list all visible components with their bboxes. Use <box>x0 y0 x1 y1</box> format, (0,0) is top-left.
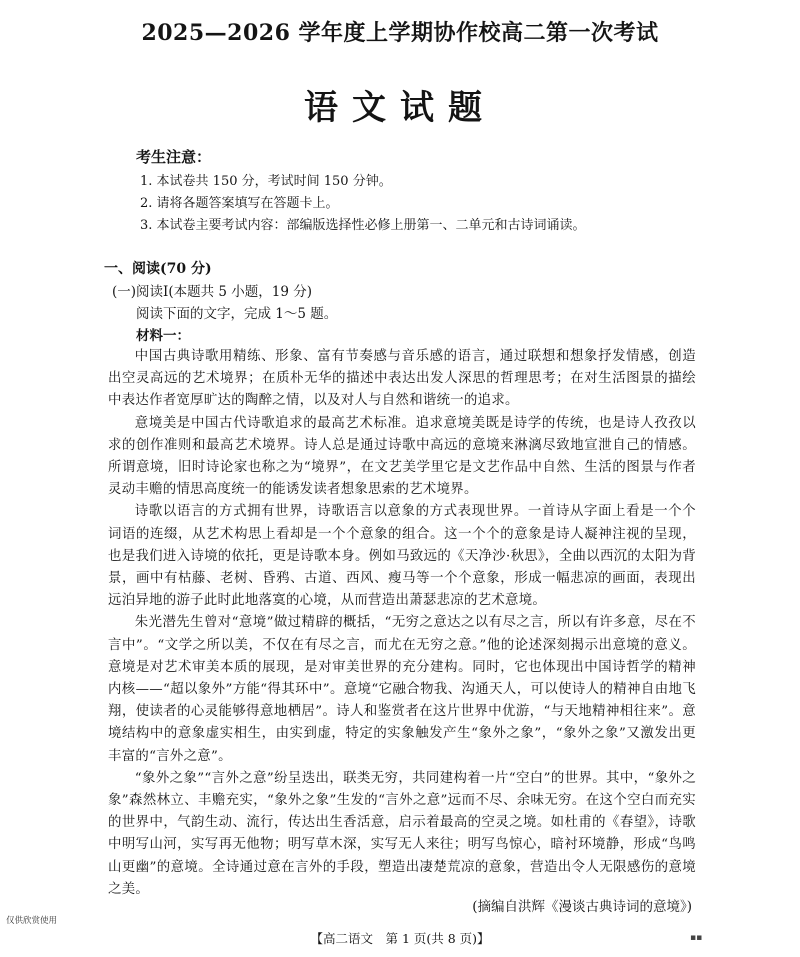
material-label: 材料一： <box>136 328 190 344</box>
reading-instruction: 阅读下面的文字，完成 1～5 题。 <box>136 306 338 322</box>
subsection-heading: (一)阅读Ⅰ(本题共 5 小题，19 分) <box>112 284 313 300</box>
exam-title: 2025—2026 学年度上学期协作校高二第一次考试 <box>141 20 659 46</box>
passage-paragraph: “象外之象”“言外之意”纷呈迭出，联类无穷，共同建构着一片“空白”的世界。其中，“象外之象”森然林立、丰赡充实，“象外之象”生发的“言外之意”远而不尽、余味无穷。在这个空白而充实的世界中，气韵生动、流行，传达出生香活意，启示着最高的空灵之境。如杜甫的《春望》，诗歌中明写山河，实写再无他物；明写草木深，实写无人来往；明写鸟惊心，暗衬环境静，形成“鸟鸣山更幽”的意境。全诗通过意在言外的手段，塑造出凄楚荒凉的意象，营造出令人无限感伤的意境之美。 <box>108 770 696 897</box>
exam-notice <box>136 146 736 237</box>
passage-paragraph: 中国古典诗歌用精练、形象、富有节奏感与音乐感的语言，通过联想和想象抒发情感，创造出空灵高远的艺术境界；在质朴无华的描述中表达出发人深思的哲理思考；在对生活图景的描绘中表达作者宽厚旷达的陶醉之情，以及对人与自然和谐统一的追求。 <box>108 349 696 409</box>
corner-mark: ▪▪ <box>690 933 703 943</box>
section-heading: 一、阅读(70 分) <box>104 261 212 277</box>
passage-paragraph: 朱光潜先生曾对“意境”做过精辟的概括，“无穷之意达之以有尽之言，所以有许多意，尽在不言中”。“文学之所以美，不仅在有尽之言，而尤在无穷之意。”他的论述深刻揭示出意境的意义。意境是对艺术审美本质的展现，是对审美世界的充分建构。同时，它也体现出中国诗哲学的精神内核——“超以象外”方能“得其环中”。意境“它融合物我、沟通天人，可以使诗人的精神自由地飞翔，使读者的心灵能够得意地栖居”。诗人和鉴赏者在这片世界中优游，“与天地精神相往来”。意境结构中的意象虚实相生，由实到虚，特定的实象触发产生“象外之象”，“象外之象”又激发出更丰富的“言外之意”。 <box>108 615 696 764</box>
notice-item: 2. 请将各题答案填写在答题卡上。 <box>140 196 339 211</box>
page-footer: 【高二语文 第 1 页(共 8 页)】 <box>310 931 490 946</box>
passage-paragraph: 诗歌以语言的方式拥有世界，诗歌语言以意象的方式表现世界。一首诗从字面上看是一个个词语的连缀，从艺术构思上看却是一个个意象的组合。这一个个的意象是诗人凝神注视的呈现，也是我们进入诗境的依托，更是诗歌本身。例如马致远的《天净沙·秋思》，全曲以西沉的太阳为背景，画中有枯藤、老树、昏鸦、古道、西风、瘦马等一个个意象，形成一幅悲凉的画面，表现出远泊异地的游子此时此地落寞的心境，从而营造出萧瑟悲凉的艺术意境。 <box>108 504 696 609</box>
notice-item: 3. 本试卷主要考试内容：部编版选择性必修上册第一、二单元和古诗词诵读。 <box>140 218 586 233</box>
subject-title: 语文试题 <box>304 88 496 128</box>
passage-paragraph: 意境美是中国古代诗歌追求的最高艺术标准。追求意境美既是诗学的传统，也是诗人孜孜以求的创作准则和最高艺术境界。诗人总是通过诗歌中高远的意境来淋漓尽致地宣泄自己的情感。所谓意境，旧时诗论家也称之为“境界”，在文艺美学里它是文艺作品中自然、生活的图景与作者灵动丰赡的情思高度统一的能诱发读者想象思索的艺术境界。 <box>108 415 696 498</box>
reading-passage <box>108 346 696 901</box>
source-citation: (摘编自洪辉《漫谈古典诗词的意境》) <box>472 899 692 915</box>
side-note: 仅供欣赏使用 <box>6 916 58 926</box>
notice-item: 1. 本试卷共 150 分，考试时间 150 分钟。 <box>140 174 392 189</box>
notice-heading: 考生注意： <box>136 148 212 166</box>
